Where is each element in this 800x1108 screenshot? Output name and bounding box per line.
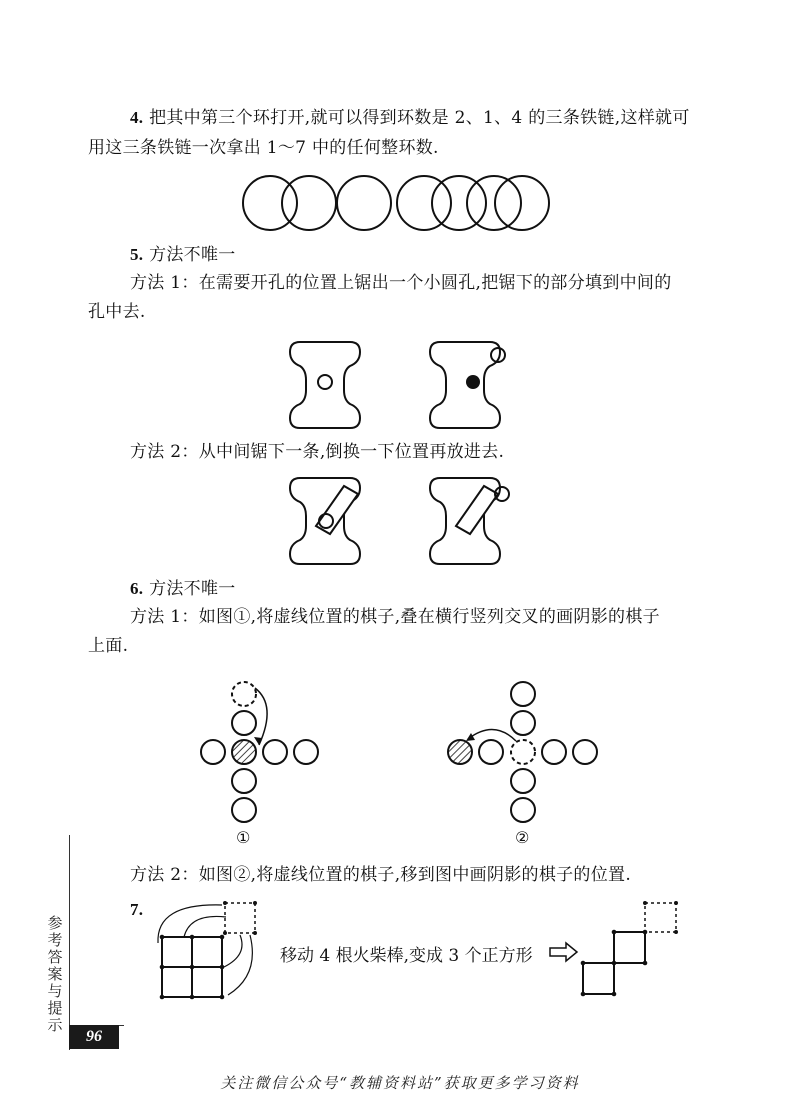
chess-piece xyxy=(573,740,597,764)
section-4-text1: 把其中第三个环打开,就可以得到环数是 2、1、4 的三条铁链,这样就可 xyxy=(149,108,690,128)
page-number: 96 xyxy=(69,1025,119,1049)
filled-hole xyxy=(466,375,480,389)
section-5-method2: 方法 2：从中间锯下一条,倒换一下位置再放进去. xyxy=(130,442,505,462)
matchstick-after-figure xyxy=(578,900,688,1000)
chess-piece xyxy=(511,682,535,706)
chess-piece xyxy=(263,740,287,764)
sidebar-label: 参考答案与提示 xyxy=(47,914,63,1034)
dashed-target-square xyxy=(225,903,255,933)
move-arrow xyxy=(184,916,226,937)
section-5-method1-line2: 孔中去. xyxy=(88,302,146,322)
figure-2-label: ② xyxy=(515,828,530,847)
chess-piece xyxy=(201,740,225,764)
chain-rings-figure xyxy=(240,172,560,234)
arrow-head-icon xyxy=(466,733,475,741)
section-7-number xyxy=(130,895,143,925)
dashed-result-square xyxy=(645,903,676,932)
chain-ring xyxy=(397,176,451,230)
bobbin-shape xyxy=(290,342,360,428)
move-arrow xyxy=(228,935,252,995)
chess-piece xyxy=(232,711,256,735)
figure-1-label: ① xyxy=(236,828,251,847)
move-arrow xyxy=(224,935,242,967)
chess-piece xyxy=(511,769,535,793)
section-6-method2: 方法 2：如图②,将虚线位置的棋子,移到图中画阴影的棋子的位置. xyxy=(130,865,632,885)
section-4-number: 4. xyxy=(130,108,144,127)
section-4-line2: 用这三条铁链一次拿出 1～7 中的任何整环数. xyxy=(88,138,439,158)
section-6-number: 6. xyxy=(130,579,144,598)
section-5-title: 方法不唯一 xyxy=(149,245,236,265)
chess-piece xyxy=(511,798,535,822)
section-5-number: 5. xyxy=(130,245,144,264)
bobbin-shape xyxy=(430,342,500,428)
chess-piece xyxy=(542,740,566,764)
footer-note: 关注微信公众号“教辅资料站”获取更多学习资料 xyxy=(220,1074,580,1092)
chess-piece xyxy=(294,740,318,764)
chess-piece xyxy=(232,769,256,793)
section-7-instruction: 移动 4 根火柴棒,变成 3 个正方形 xyxy=(280,946,533,966)
chess-piece xyxy=(232,798,256,822)
shaded-chess-piece xyxy=(232,740,256,764)
result-square xyxy=(583,963,614,994)
sawn-strip xyxy=(456,486,498,534)
dashed-chess-piece xyxy=(232,682,256,706)
chess-piece xyxy=(511,711,535,735)
result-square xyxy=(614,932,645,963)
section-6-method1-line2: 上面. xyxy=(88,636,129,656)
section-6-method1-line1: 方法 1：如图①,将虚线位置的棋子,叠在横行竖列交叉的画阴影的棋子 xyxy=(130,607,660,627)
section-6-title: 方法不唯一 xyxy=(149,579,236,599)
move-arrow xyxy=(255,688,267,745)
shaded-chess-piece xyxy=(448,740,472,764)
chess-piece xyxy=(479,740,503,764)
section-5-heading xyxy=(130,240,236,270)
chess-figure-2 xyxy=(440,675,610,830)
section-7-num-text: 7. xyxy=(130,900,144,919)
bobbin-figure-row2 xyxy=(280,476,530,566)
chain-ring xyxy=(432,176,486,230)
dashed-chess-piece xyxy=(511,740,535,764)
chain-ring xyxy=(282,176,336,230)
matchstick-before-figure xyxy=(150,895,270,1005)
section-4-line1 xyxy=(130,103,690,133)
small-hole xyxy=(318,375,332,389)
section-5-method1-line1: 方法 1：在需要开孔的位置上锯出一个小圆孔,把锯下的部分填到中间的 xyxy=(130,273,672,293)
hollow-arrow-icon xyxy=(549,942,579,962)
sidebar-rule xyxy=(69,835,70,1050)
chain-ring xyxy=(337,176,391,230)
bobbin-figure-row1 xyxy=(280,340,530,430)
section-6-heading xyxy=(130,574,236,604)
chess-figure-1 xyxy=(195,675,335,830)
